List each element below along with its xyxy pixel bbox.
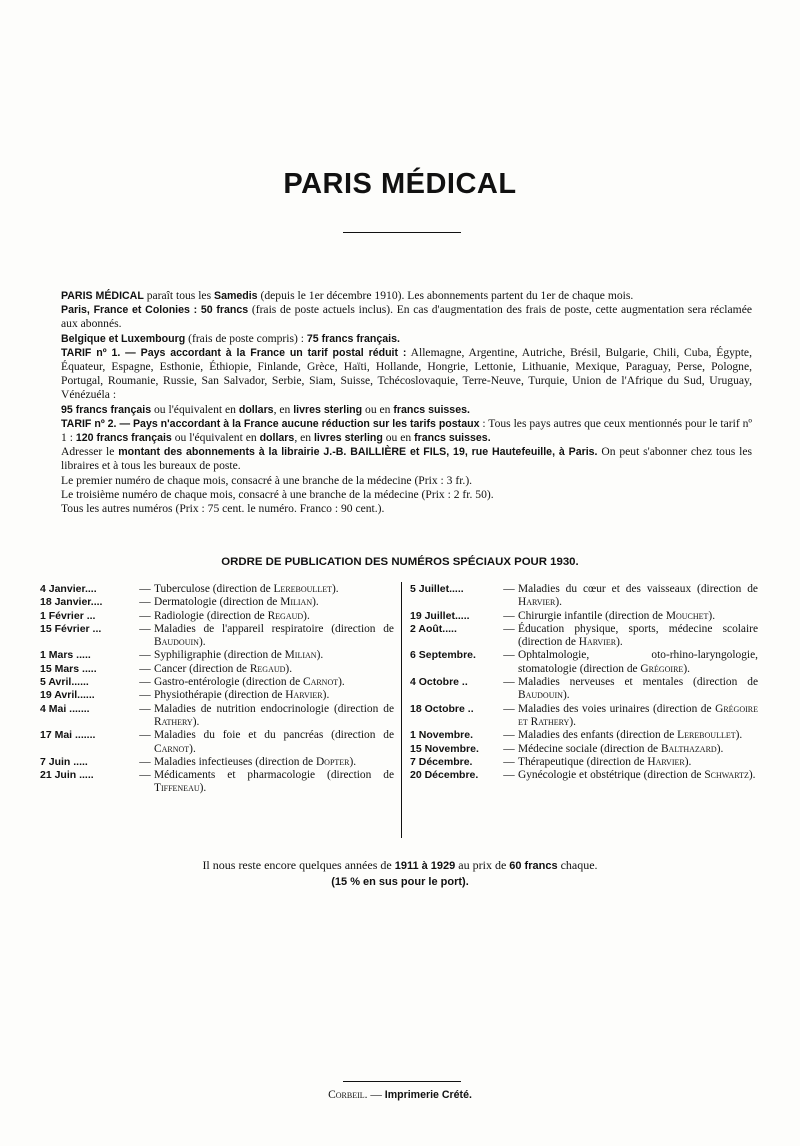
- dash: —: [139, 729, 151, 742]
- text: On peut s'abonner chez tous les libraires et à tous les bureaux de poste.: [61, 445, 752, 473]
- dash: —: [503, 729, 515, 742]
- text: ou en: [382, 431, 415, 445]
- text: Adresser le: [61, 445, 119, 459]
- director-name: Harvier: [285, 689, 323, 702]
- director-name: Tiffeneau: [154, 782, 200, 795]
- text: ).: [322, 689, 330, 702]
- text: ).: [312, 596, 319, 609]
- director-name: Dopter: [315, 755, 350, 768]
- schedule-entry: [40, 676, 394, 689]
- issue-subject: [154, 769, 394, 796]
- schedule-right-column: [410, 583, 758, 782]
- director-name: Schwartz: [704, 769, 749, 782]
- schedule-entry: [40, 689, 394, 702]
- issue-subject: [154, 703, 394, 730]
- director-name: Harvier: [647, 755, 685, 768]
- text: ).: [199, 782, 207, 795]
- issue-subject: [154, 596, 394, 609]
- bold-text: dollars: [238, 403, 274, 416]
- issue-date: 4 Janvier....: [40, 583, 97, 595]
- issue-subject: [154, 623, 394, 650]
- subject-text: Syphiligraphie (direction de: [154, 649, 285, 662]
- intro-paragraph: Le premier numéro de chaque mois, consacré à une branche de la médecine (Prix : 3 fr.).: [61, 473, 473, 487]
- issue-date: 6 Septembre.: [410, 649, 476, 662]
- intro-paragraph: [61, 445, 752, 473]
- subject-text: Physiothérapie (direction de: [154, 689, 286, 702]
- dash: —: [503, 622, 515, 635]
- dash: —: [503, 676, 515, 689]
- text: ).: [338, 676, 345, 689]
- text: , en: [273, 402, 294, 416]
- schedule-entry: [410, 756, 758, 769]
- bold-text: Paris, France et Colonies : 50 francs: [61, 304, 249, 317]
- subject-text: Gastro-entérologie (direction de: [154, 676, 303, 689]
- bold-text: livres sterling: [313, 432, 383, 445]
- note-line: (15 % en sus pour le port).: [331, 876, 469, 888]
- director-name: Harvier: [578, 636, 617, 649]
- dash: —: [139, 702, 151, 715]
- subject-text: Maladies des enfants (direction de: [518, 729, 678, 742]
- schedule-entry: [40, 623, 394, 650]
- text: . —: [364, 1089, 385, 1101]
- text: : Tous les pays autres que ceux mentionnés pour le tarif nº 1 :: [61, 416, 752, 445]
- subject-text: Radiologie (direction de: [154, 609, 268, 622]
- page-title: PARIS MÉDICAL: [283, 168, 517, 200]
- intro-paragraph: [61, 346, 752, 403]
- issue-subject: [518, 583, 758, 610]
- dash: —: [503, 649, 515, 662]
- text: (frais de poste actuels inclus). En cas d'augmentation des frais de poste, cette augmentation sera réclamée aux abonnés.: [61, 303, 752, 331]
- schedule-entry: [410, 729, 758, 742]
- schedule-entry: [40, 596, 394, 609]
- intro-paragraph: [61, 417, 752, 445]
- text: ).: [349, 755, 357, 768]
- issue-subject: [154, 729, 394, 756]
- schedule-entry: [40, 769, 394, 796]
- dash: —: [139, 662, 151, 675]
- printer-name: Imprimerie Crété.: [384, 1089, 472, 1101]
- bold-text: dollars: [259, 432, 295, 445]
- issue-date: 4 Mai .......: [40, 702, 90, 715]
- issue-subject: [154, 689, 394, 702]
- director-name: Grégoire et Rathery: [518, 702, 758, 728]
- bold-text: 75 francs français.: [306, 332, 400, 345]
- footer-divider: [343, 1081, 461, 1082]
- text: ou en: [362, 402, 394, 416]
- subject-text: Maladies du foie et du pancréas (direction de: [154, 729, 394, 742]
- bold-text: 95 francs français: [61, 403, 152, 416]
- issue-subject: [154, 663, 394, 676]
- text: ).: [189, 742, 196, 755]
- text: , en: [294, 431, 314, 445]
- text: ).: [562, 689, 570, 702]
- dash: —: [139, 755, 151, 768]
- subject-text: Maladies des voies urinaires (direction de: [518, 702, 716, 715]
- issue-date: 15 Mars .....: [40, 662, 97, 675]
- text: ).: [285, 662, 293, 675]
- schedule-entry: [40, 729, 394, 756]
- issue-date: 5 Avril......: [40, 676, 89, 689]
- issue-date: 5 Juillet.....: [410, 583, 464, 595]
- issue-date: 21 Juin .....: [40, 769, 94, 782]
- schedule-entry: [40, 610, 394, 623]
- dash: —: [139, 769, 151, 782]
- subscription-info: [61, 289, 752, 516]
- bold-text: TARIF nº 1. — Pays accordant à la France un tarif postal réduit :: [61, 346, 407, 359]
- bold-text: PARIS MÉDICAL: [61, 290, 144, 302]
- schedule-entry: [40, 583, 394, 596]
- dash: —: [139, 676, 151, 689]
- intro-paragraph: [61, 332, 752, 346]
- schedule-entry: [410, 743, 758, 756]
- issue-subject: [518, 623, 758, 650]
- subject-text: Éducation physique, sports, médecine scolaire (direction de: [518, 622, 758, 649]
- text: ).: [616, 636, 623, 649]
- intro-paragraph: [61, 403, 752, 417]
- text: ).: [683, 662, 690, 675]
- schedule-entry: [40, 703, 394, 730]
- dash: —: [503, 742, 515, 755]
- bold-text: Belgique et Luxembourg: [61, 332, 186, 345]
- column-divider: [401, 582, 402, 838]
- dash: —: [139, 689, 151, 702]
- bold-text: montant des abonnements à la librairie J.-B. BAILLIÈRE et FILS, 19, rue Hautefeuille, à Paris.: [118, 446, 598, 459]
- issue-date: 1 Mars .....: [40, 649, 91, 662]
- note-line: [0, 857, 800, 874]
- schedule-heading: ORDRE DE PUBLICATION DES NUMÉROS SPÉCIAUX POUR 1930.: [221, 556, 579, 568]
- issue-date: 20 Décembre.: [410, 769, 479, 782]
- subject-text: Tuberculose (direction de: [154, 583, 274, 595]
- text: chaque.: [557, 858, 598, 872]
- issue-date: 7 Décembre.: [410, 755, 473, 768]
- schedule-entry: [410, 623, 758, 650]
- schedule-entry: [40, 649, 394, 662]
- issue-date: 2 Août.....: [410, 622, 457, 635]
- issue-subject: [518, 703, 758, 730]
- dash: —: [503, 769, 515, 782]
- text: au prix de: [455, 858, 510, 872]
- dash: —: [139, 649, 151, 662]
- subject-text: Thérapeutique (direction de: [518, 755, 648, 768]
- director-name: Baudouin: [518, 689, 563, 702]
- issue-subject: [154, 610, 394, 623]
- text: ).: [555, 596, 563, 609]
- director-name: Harvier: [518, 596, 556, 609]
- schedule-entry: [410, 610, 758, 623]
- issue-date: 19 Juillet.....: [410, 609, 470, 622]
- issue-subject: [518, 729, 758, 742]
- issue-subject: [518, 743, 758, 756]
- director-name: Carnot: [154, 742, 190, 755]
- text: ).: [708, 609, 716, 622]
- bold-text: 60 francs: [509, 860, 558, 872]
- dash: —: [503, 702, 515, 715]
- director-name: Rathery: [154, 715, 193, 728]
- dash: —: [139, 583, 151, 595]
- director-name: Lereboullet: [677, 729, 736, 742]
- printer-imprint: [0, 1089, 800, 1101]
- schedule-entry: [40, 756, 394, 769]
- text: ).: [716, 742, 724, 755]
- text: Il nous reste encore quelques années de: [202, 858, 395, 872]
- text: (frais de poste compris) :: [185, 331, 307, 345]
- subject-text: Maladies de nutrition endocrinologie (direction de: [154, 702, 394, 715]
- text: ).: [192, 715, 200, 728]
- schedule-entry: [410, 583, 758, 610]
- subject-text: Maladies infectieuses (direction de: [154, 755, 316, 768]
- director-name: Regaud: [249, 662, 286, 675]
- text: ).: [303, 609, 310, 622]
- text: Allemagne, Argentine, Autriche, Brésil, Bulgarie, Chili, Cuba, Égypte, Équateur, Espagne, Esthonie, Éthiopie, Finlande, Grèce, Haïti, Hollande, Hongrie, Lettonie, Lithuanie, Mexique, Paraguay, Perse, Pologne, Portugal, Roumanie, Russie, San Salvador, Serbie, Siam, Suisse, Tchécoslovaquie, Terre-Neuve, Turquie, Union de l'Afrique du Sud, Uruguay, Vénézuéla :: [61, 345, 752, 402]
- director-name: Carnot: [302, 676, 339, 689]
- text: ).: [331, 583, 339, 595]
- intro-paragraph: Le troisième numéro de chaque mois, consacré à une branche de la médecine (Prix : 2 fr. 50).: [61, 487, 494, 501]
- issue-subject: [518, 769, 758, 782]
- subject-text: Médicaments et pharmacologie (direction de: [154, 769, 394, 782]
- title-divider: [343, 232, 461, 233]
- schedule-entry: [410, 649, 758, 676]
- bold-text: francs suisses.: [414, 432, 491, 445]
- schedule-entry: [410, 769, 758, 782]
- issue-subject: [518, 610, 758, 623]
- subject-text: Maladies de l'appareil respiratoire (direction de: [154, 622, 394, 635]
- bold-text: TARIF nº 2. — Pays n'accordant à la France aucune réduction sur les tarifs postaux: [61, 417, 480, 430]
- intro-paragraph: [61, 303, 752, 331]
- director-name: Mouchet: [665, 609, 709, 622]
- bold-text: livres sterling: [293, 403, 363, 416]
- bold-text: 1911 à 1929: [394, 860, 456, 872]
- director-name: Grégoire: [640, 662, 684, 675]
- subject-text: Gynécologie et obstétrique (direction de: [518, 769, 705, 782]
- text: ).: [748, 769, 756, 782]
- dash: —: [503, 755, 515, 768]
- text: ).: [198, 636, 206, 649]
- intro-paragraph: Tous les autres numéros (Prix : 75 cent. le numéro. Franco : 90 cent.).: [61, 502, 385, 516]
- schedule-entry: [40, 663, 394, 676]
- issue-date: 19 Avril......: [40, 689, 95, 702]
- issue-date: 17 Mai .......: [40, 729, 96, 742]
- issue-date: 4 Octobre ..: [410, 676, 468, 689]
- subject-text: Maladies du cœur et des vaisseaux (direction de: [518, 583, 758, 595]
- bold-text: Samedis: [214, 290, 258, 302]
- issue-date: 18 Octobre ..: [410, 702, 474, 715]
- issue-date: 15 Février ...: [40, 622, 102, 635]
- issue-subject: [518, 649, 758, 676]
- subject-text: Dermatologie (direction de: [154, 596, 281, 609]
- director-name: Milian: [284, 649, 317, 662]
- subject-text: Maladies nerveuses et mentales (direction de: [518, 676, 758, 689]
- dash: —: [139, 609, 151, 622]
- schedule-left-column: [40, 583, 394, 796]
- schedule-entry: [410, 676, 758, 703]
- director-name: Baudouin: [154, 636, 199, 649]
- issue-date: 1 Novembre.: [410, 729, 474, 742]
- director-name: Regaud: [267, 609, 304, 622]
- subject-text: Médecine sociale (direction de: [518, 742, 661, 755]
- issue-subject: [154, 756, 394, 769]
- back-issues-note: [0, 857, 800, 890]
- director-name: Lereboullet: [273, 583, 332, 595]
- issue-date: 18 Janvier....: [40, 596, 103, 609]
- issue-subject: [518, 756, 758, 769]
- issue-subject: [154, 583, 394, 596]
- subject-text: Cancer (direction de: [154, 662, 250, 675]
- director-name: Balthazard: [660, 742, 717, 755]
- issue-subject: [154, 676, 394, 689]
- dash: —: [139, 622, 151, 635]
- subject-text: Ophtalmologie, oto-rhino-laryngologie, stomatologie (direction de: [518, 649, 758, 675]
- text: ).: [316, 649, 324, 662]
- issue-date: 7 Juin .....: [40, 755, 88, 768]
- text: ou l'équivalent en: [171, 431, 260, 445]
- issue-subject: [518, 676, 758, 703]
- schedule-entry: [410, 703, 758, 730]
- intro-paragraph: [61, 289, 752, 303]
- bold-text: 120 francs français: [75, 432, 172, 445]
- issue-subject: [154, 649, 394, 662]
- dash: —: [503, 609, 515, 622]
- issue-date: 1 Février ...: [40, 609, 96, 622]
- director-name: Milian: [280, 596, 313, 609]
- text: ou l'équivalent en: [151, 402, 239, 416]
- issue-date: 15 Novembre.: [410, 742, 479, 755]
- printer-city: Corbeil: [328, 1089, 365, 1101]
- dash: —: [139, 596, 151, 609]
- bold-text: francs suisses.: [393, 403, 470, 416]
- text: ).: [735, 729, 743, 742]
- text: ).: [569, 715, 576, 728]
- text: (depuis le 1er décembre 1910). Les abonnements partent du 1er de chaque mois.: [257, 289, 634, 302]
- dash: —: [503, 583, 515, 595]
- subject-text: Chirurgie infantile (direction de: [518, 609, 666, 622]
- text: paraît tous les: [143, 289, 214, 302]
- text: ).: [684, 755, 692, 768]
